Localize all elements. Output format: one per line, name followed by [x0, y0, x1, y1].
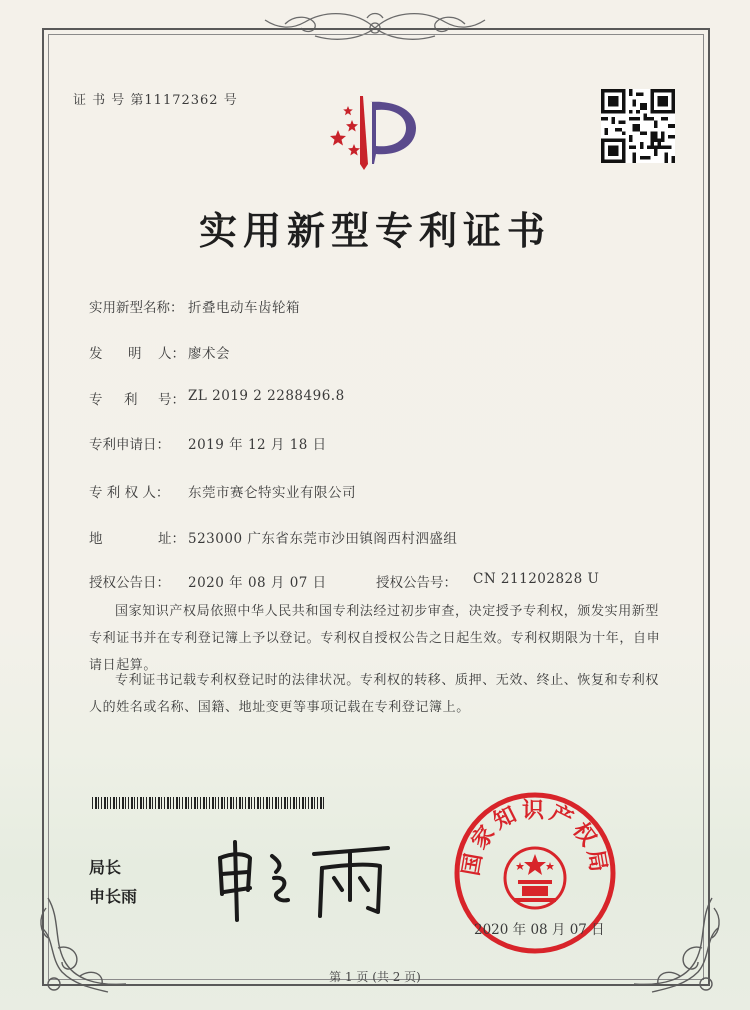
certificate-title: 实用新型专利证书	[198, 209, 551, 253]
address-label-char-2: 址：	[158, 531, 185, 547]
director-title: 局长	[89, 858, 122, 877]
utility-model-name-label: 实用新型名称：	[89, 300, 184, 316]
patentee-value: 东莞市赛仑特实业有限公司	[188, 485, 356, 501]
inventor-label-char-1: 发	[89, 346, 103, 362]
seal-date: 2020 年 08 月 07 日	[474, 922, 605, 938]
director-name: 申长雨	[89, 887, 138, 906]
seal-text: 国家知识产权局	[458, 798, 612, 878]
patent-number-label-char-2: 利	[124, 392, 138, 408]
application-date-value: 2019 年 12 月 18 日	[188, 437, 327, 453]
certificate-number: 证 书 号 第11172362 号	[73, 93, 238, 108]
page-footer: 第 1 页 (共 2 页)	[329, 970, 421, 984]
grant-number-label: 授权公告号：	[376, 575, 457, 591]
cnipa-logo	[320, 82, 430, 174]
grant-date-value: 2020 年 08 月 07 日	[188, 575, 327, 591]
inventor-label-char-3: 人：	[158, 346, 185, 362]
inventor-label-char-2: 明	[128, 346, 142, 362]
grant-number-value: CN 211202828 U	[473, 571, 600, 587]
patent-number-label-char-1: 专	[89, 392, 103, 408]
application-date-label: 专利申请日：	[89, 437, 170, 453]
director-signature	[210, 836, 400, 926]
grant-date-label: 授权公告日：	[89, 575, 170, 591]
patentee-label: 专 利 权 人：	[89, 485, 170, 501]
qr-code	[601, 89, 675, 163]
legal-status-paragraph: 专利证书记载专利权登记时的法律状况。专利权的转移、质押、无效、终止、恢复和专利权人的姓名或名称、国籍、地址变更等事项记载在专利登记簿上。	[89, 673, 660, 715]
address-value: 523000 广东省东莞市沙田镇阁西村泗盛组	[188, 531, 458, 547]
inventor-value: 廖术会	[188, 346, 230, 362]
patent-number-label-char-3: 号：	[158, 392, 185, 408]
grant-statement-paragraph: 国家知识产权局依照中华人民共和国专利法经过初步审查，决定授予专利权，颁发实用新型专利证书并在专利登记簿上予以登记。专利权自授权公告之日起生效。专利权期限为十年，自申请日起算。	[89, 604, 661, 673]
barcode	[92, 797, 324, 809]
address-label-char-1: 地	[89, 531, 103, 547]
utility-model-name-value: 折叠电动车齿轮箱	[188, 300, 300, 316]
patent-number-value: ZL 2019 2 2288496.8	[188, 388, 345, 404]
